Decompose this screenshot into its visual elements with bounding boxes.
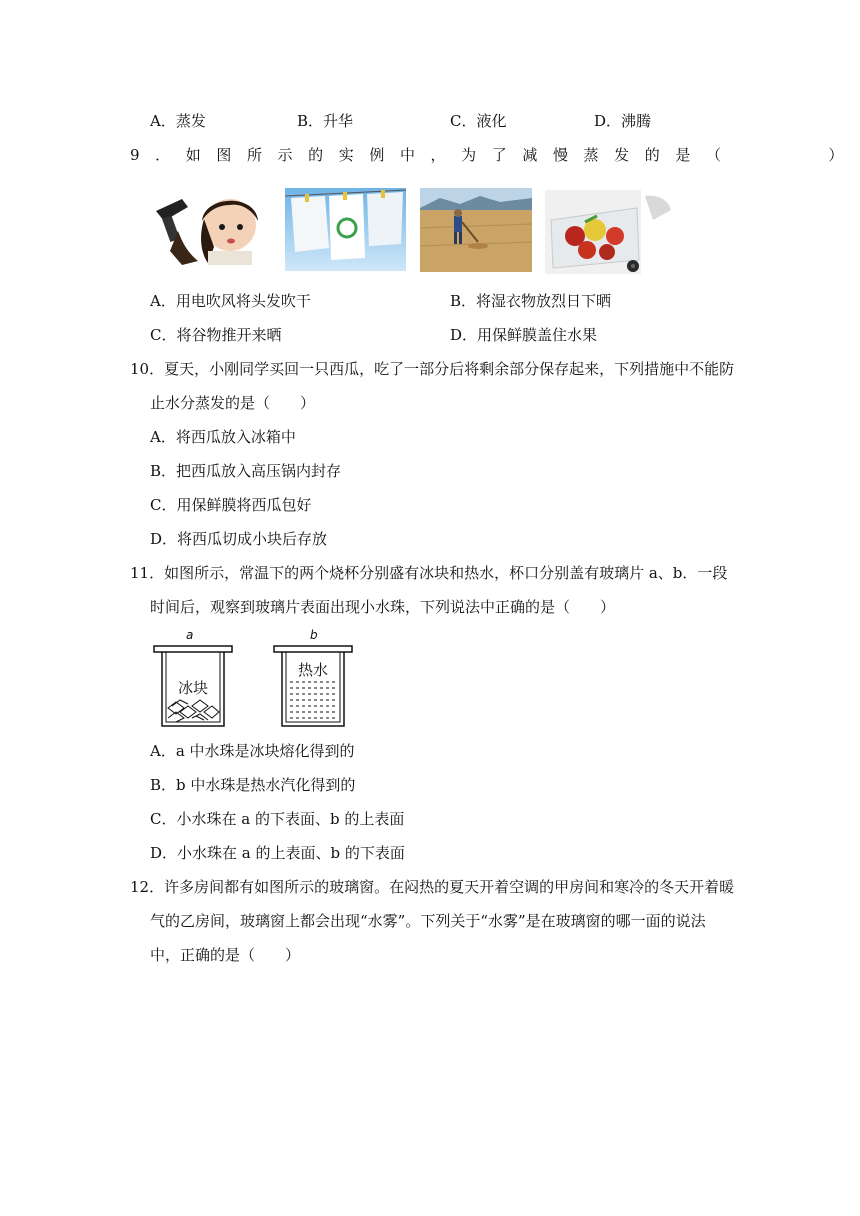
- q10-stem-line1: 10．夏天，小刚同学买回一只西瓜，吃了一部分后将剩余部分保存起来，下列措施中不能防: [130, 360, 735, 378]
- fruit-wrap-photo-icon: [545, 190, 675, 274]
- q11-option-a: A．a 中水珠是冰块熔化得到的: [150, 742, 355, 760]
- beaker-a-label: 冰块: [178, 679, 209, 697]
- q12-stem-line3: 中，正确的是（ ）: [150, 946, 301, 964]
- q10-option-d: D．将西瓜切成小块后存放: [150, 530, 328, 548]
- q12-stem-line2: 气的乙房间，玻璃窗上都会出现“水雾”。下列关于“水雾”是在玻璃窗的哪一面的说法: [150, 912, 706, 930]
- q9-option-c: C．将谷物推开来晒: [150, 326, 282, 344]
- q10-stem-line2: 止水分蒸发的是（ ）: [150, 394, 316, 412]
- q8-option-c: C．液化: [450, 112, 507, 130]
- q9-option-d: D．用保鲜膜盖住水果: [450, 326, 598, 344]
- beaker-b-label: 热水: [298, 661, 329, 679]
- q12-stem-line1: 12．许多房间都有如图所示的玻璃窗。在闷热的夏天开着空调的甲房间和寒冷的冬天开着暖: [130, 878, 735, 896]
- laundry-drying-photo-icon: [285, 188, 406, 271]
- q10-option-b: B．把西瓜放入高压锅内封存: [150, 462, 342, 480]
- beaker-b-tag: b: [310, 628, 318, 642]
- q8-option-d: D．沸腾: [594, 112, 652, 130]
- q8-option-a: A．蒸发: [150, 112, 206, 130]
- q11-option-d: D．小水珠在 a 的上表面、b 的下表面: [150, 844, 405, 862]
- ice-cubes: [168, 700, 219, 722]
- q9-option-b: B．将湿衣物放烈日下晒: [450, 292, 612, 310]
- q10-option-a: A．将西瓜放入冰箱中: [150, 428, 296, 446]
- q9-stem: 9．如图所示的实例中，为了减慢蒸发的是（ ）: [130, 146, 859, 164]
- q8-option-b: B．升华: [297, 112, 354, 130]
- grain-spreading-photo-icon: [420, 188, 532, 272]
- q11-stem-line1: 11．如图所示，常温下的两个烧杯分别盛有冰块和热水，杯口分别盖有玻璃片 a、b．一段: [130, 564, 728, 582]
- hot-water: [290, 682, 338, 718]
- q11-stem-line2: 时间后，观察到玻璃片表面出现小水珠，下列说法中正确的是（ ）: [150, 598, 616, 616]
- q11-option-b: B．b 中水珠是热水汽化得到的: [150, 776, 356, 794]
- beaker-a-tag: a: [186, 628, 194, 642]
- q11-option-c: C．小水珠在 a 的下表面、b 的上表面: [150, 810, 405, 828]
- hair-dryer-photo-icon: [152, 181, 268, 265]
- q9-option-a: A．用电吹风将头发吹干: [150, 292, 311, 310]
- q10-option-c: C．用保鲜膜将西瓜包好: [150, 496, 312, 514]
